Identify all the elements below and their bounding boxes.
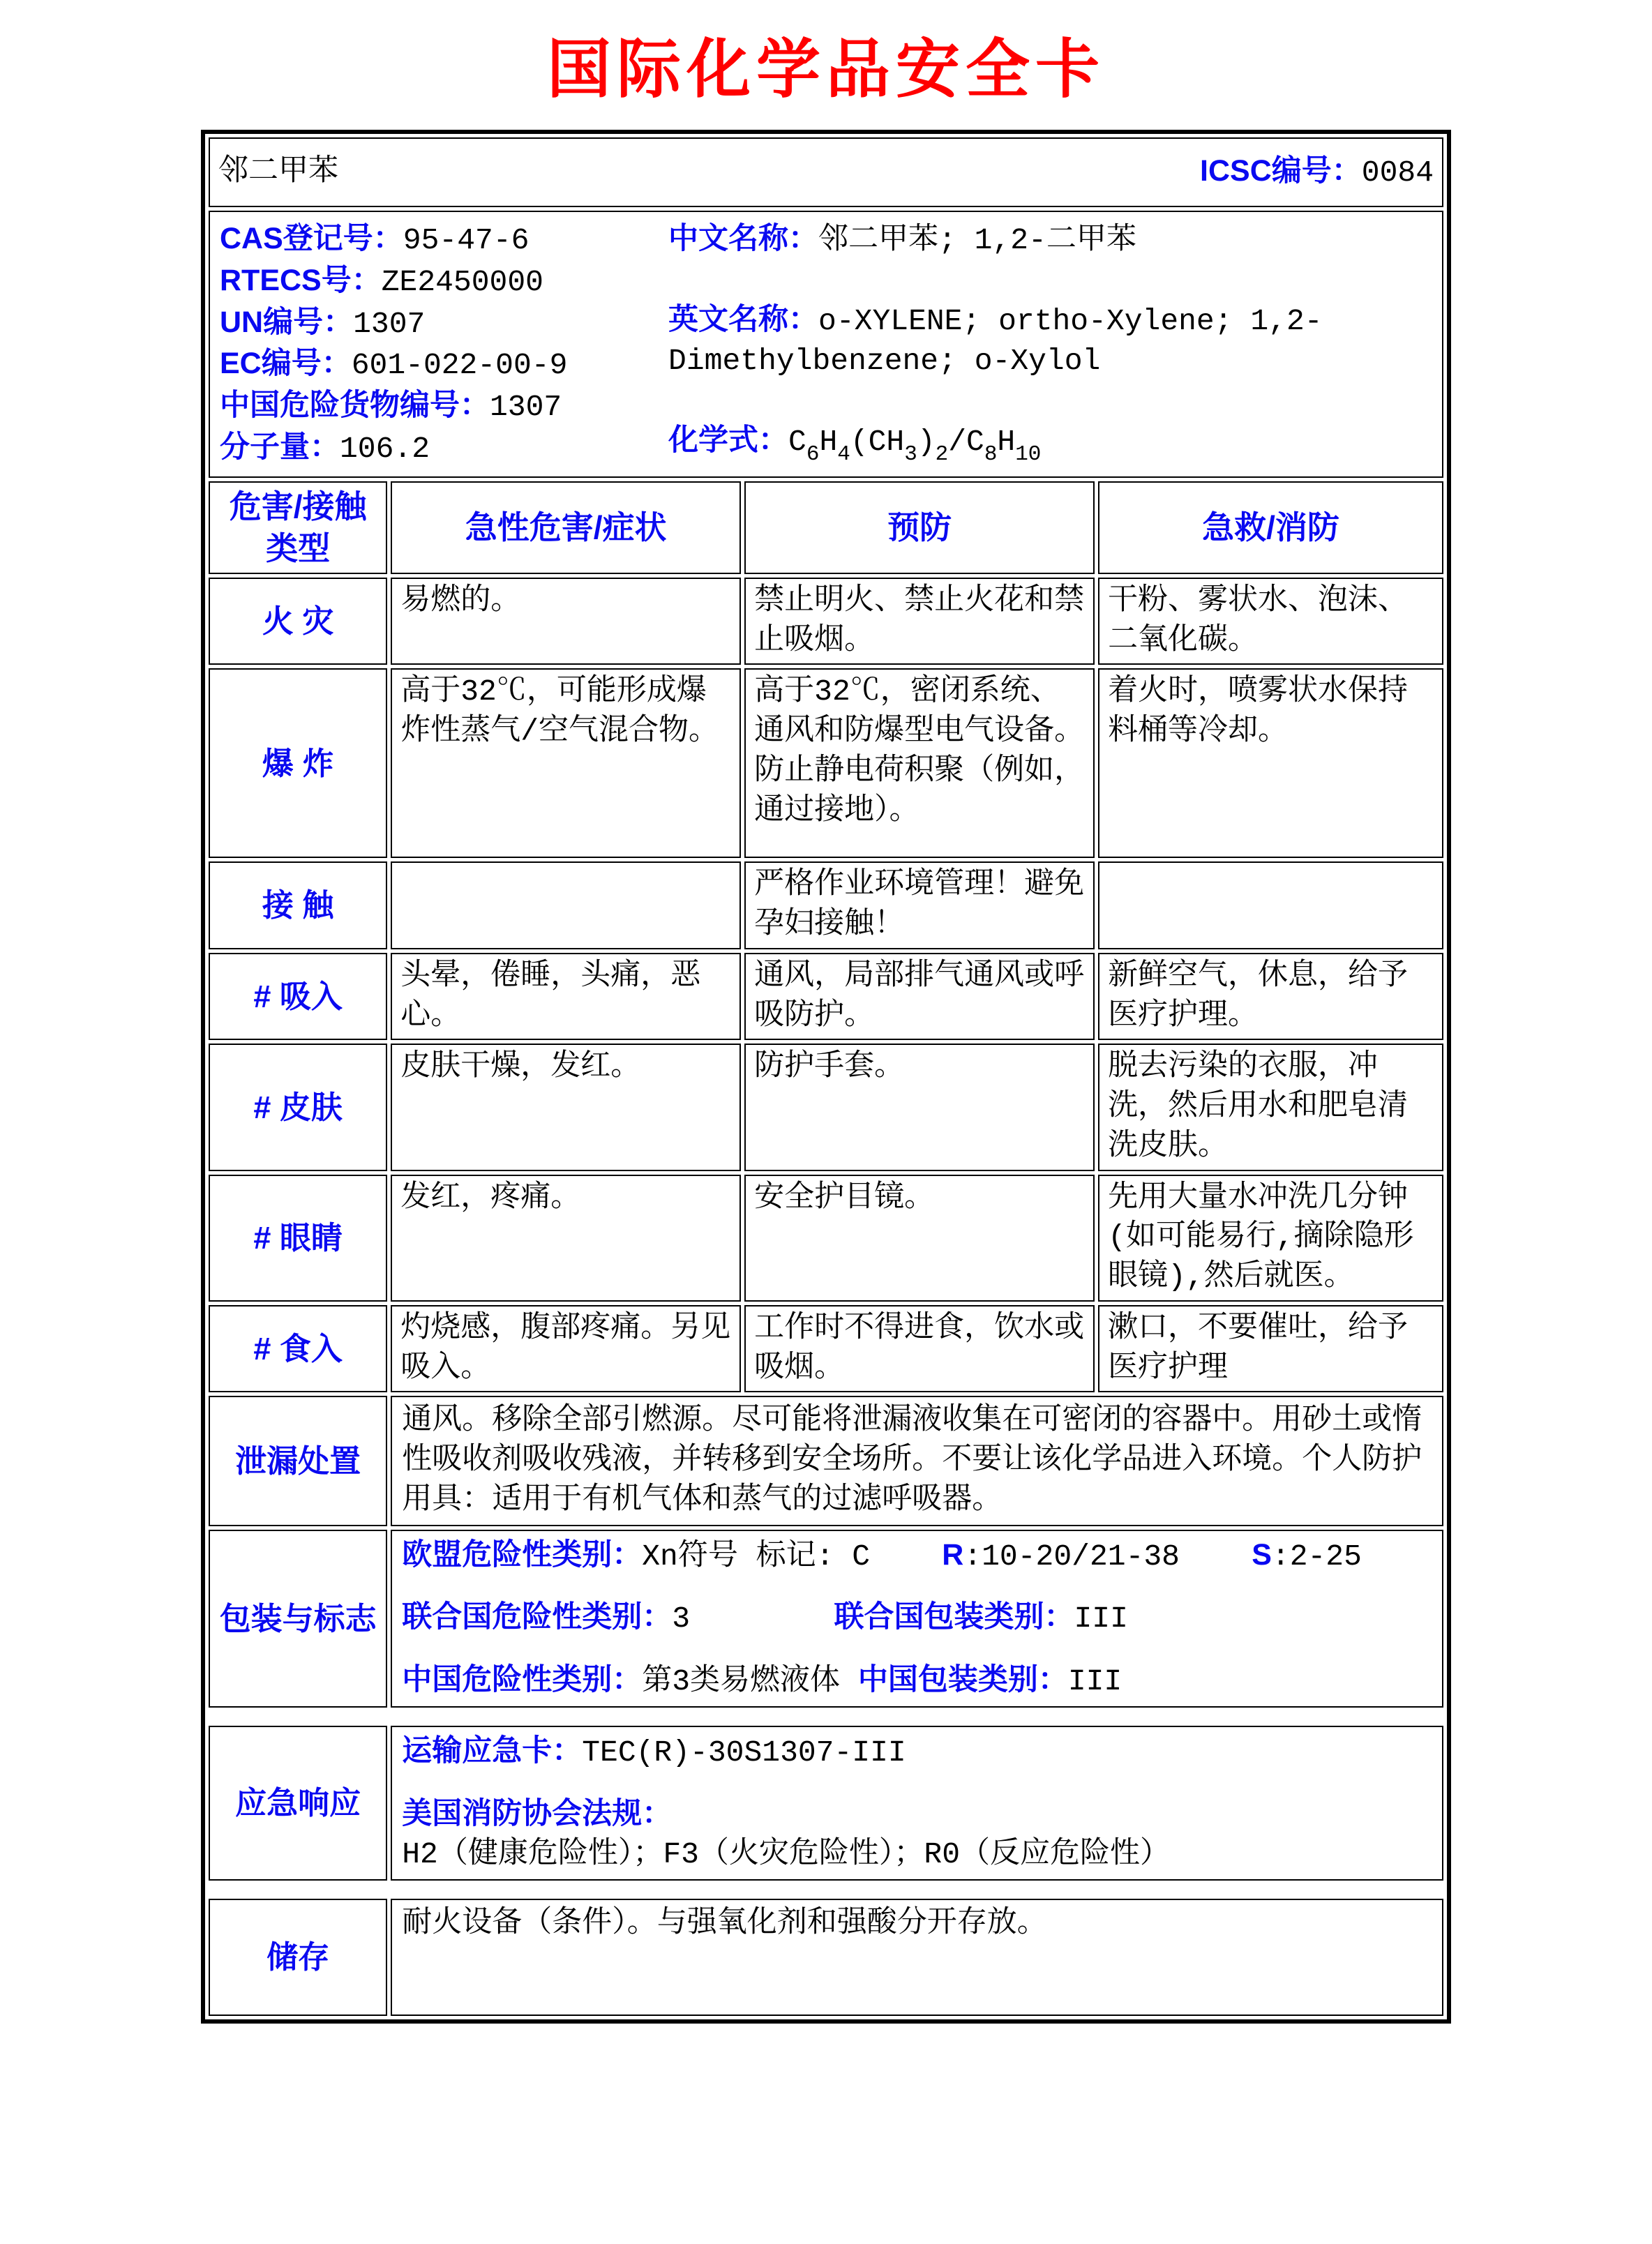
first-aid-cell: 漱口，不要催吐，给予医疗护理 [1098,1305,1443,1393]
hazard-row-eyes [209,1175,1443,1302]
section-gap [209,1711,1443,1722]
emergency-text [391,1726,1443,1881]
field-mol-weight: 分子量：106.2 [220,430,430,466]
hazard-row-contact [209,861,1443,949]
col-header-first-aid: 急救/消防 [1098,481,1443,574]
prevention-cell: 通风，局部排气通风或呼吸防护。 [744,953,1095,1041]
col-header-prevention: 预防 [744,481,1095,574]
transport-card-line: 运输应急卡：TEC(R)-30S1307-III [402,1733,906,1770]
symptoms-cell: 高于32℃，可能形成爆炸性蒸气/空气混合物。 [391,668,741,858]
symptoms-cell: 灼烧感，腹部疼痛。另见吸入。 [391,1305,741,1393]
section-emergency [209,1726,1443,1881]
hazard-type: 爆 炸 [209,668,387,858]
first-aid-cell: 新鲜空气，休息，给予医疗护理。 [1098,953,1443,1041]
spill-text: 通风。移除全部引燃源。尽可能将泄漏液收集在可密闭的容器中。用砂土或惰性吸收剂吸收残液，并转移到安全场所。不要让该化学品进入环境。个人防护用具：适用于有机气体和蒸气的过滤呼吸器。 [391,1396,1443,1526]
prevention-cell: 工作时不得进食，饮水或吸烟。 [744,1305,1095,1393]
first-aid-cell: 脱去污染的衣服，冲洗，然后用水和肥皂清洗皮肤。 [1098,1044,1443,1170]
hazard-row-fire [209,578,1443,665]
packaging-text [391,1530,1443,1708]
hazard-row-explosion [209,668,1443,858]
field-china-dg: 中国危险货物编号：1307 [220,389,562,424]
section-spill [209,1396,1443,1526]
symptoms-cell: 头晕，倦睡，头痛，恶心。 [391,953,741,1041]
symptoms-cell: 发红，疼痛。 [391,1175,741,1302]
symptoms-cell [391,861,741,949]
section-gap [209,1884,1443,1895]
symptoms-cell: 易燃的。 [391,578,741,665]
identifiers-cell [209,211,1443,478]
hazard-type: # 眼睛 [209,1175,387,1302]
prevention-cell: 严格作业环境管理！避免孕妇接触！ [744,861,1095,949]
card-header-cell [209,137,1443,207]
hazard-type: # 吸入 [209,953,387,1041]
hazard-type: # 食入 [209,1305,387,1393]
field-cn-name: 中文名称：邻二甲苯; 1,2-二甲苯 [668,222,1136,257]
prevention-cell: 高于32℃，密闭系统、通风和防爆型电气设备。防止静电荷积聚（例如，通过接地）。 [744,668,1095,858]
safety-card [201,130,1451,2024]
hazard-row-ingestion [209,1305,1443,1393]
card-header-row [209,137,1443,207]
field-cas: CAS登记号：95-47-6 [220,222,530,257]
page-title: 国际化学品安全卡 [546,34,1105,105]
prevention-cell: 禁止明火、禁止火花和禁止吸烟。 [744,578,1095,665]
field-un: UN编号：1307 [220,305,426,341]
hazard-type: 接 触 [209,861,387,949]
hazard-type: 火 灾 [209,578,387,665]
prevention-cell: 防护手套。 [744,1044,1095,1170]
nfpa-line: 美国消防协会法规：H2（健康危险性）；F3（火灾危险性）；R0（反应危险性） [402,1796,1171,1872]
first-aid-cell [1098,861,1443,949]
col-header-symptoms: 急性危害/症状 [391,481,741,574]
section-label: 储存 [209,1899,387,2016]
identifiers-left-column [220,219,668,469]
field-en-name: 英文名称：o-XYLENE; ortho-Xylene; 1,2-Dimethylbenzene; o-Xylol [668,302,1323,378]
prevention-cell: 安全护目镜。 [744,1175,1095,1302]
chemical-name: 邻二甲苯 [218,154,338,189]
hazard-header-row [209,481,1443,574]
identifiers-right-column [668,219,1432,469]
section-label: 泄漏处置 [209,1396,387,1526]
hazard-row-inhalation [209,953,1443,1041]
section-packaging [209,1530,1443,1708]
storage-text: 耐火设备（条件）。与强氧化剂和强酸分开存放。 [391,1899,1443,2016]
icsc-number: ICSC编号：0084 [1200,154,1434,190]
symptoms-cell: 皮肤干燥，发红。 [391,1044,741,1170]
section-label: 应急响应 [209,1726,387,1881]
col-header-hazard-type: 危害/接触 类型 [209,481,387,574]
china-hazard-class-line: 中国危险性类别：第3类易燃液体 中国包装类别：III [402,1663,1122,1699]
first-aid-cell: 干粉、雾状水、泡沫、二氧化碳。 [1098,578,1443,665]
first-aid-cell: 着火时，喷雾状水保持料桶等冷却。 [1098,668,1443,858]
hazard-type: # 皮肤 [209,1044,387,1170]
eu-hazard-class-line: 欧盟危险性类别：Xn符号 标记: C R:10-20/21-38 S:2-25 [402,1537,1362,1574]
field-rtecs: RTECS号：ZE2450000 [220,263,543,299]
field-ec: EC编号：601-022-00-9 [220,347,568,383]
hazard-row-skin [209,1044,1443,1170]
field-formula: 化学式：$C_6H_4(CH_3)_2/C_8H_{10}$ [668,423,1042,467]
first-aid-cell: 先用大量水冲洗几分钟(如可能易行,摘除隐形眼镜),然后就医。 [1098,1175,1443,1302]
identifiers-row [209,211,1443,478]
section-label: 包装与标志 [209,1530,387,1708]
section-storage [209,1899,1443,2016]
un-hazard-class-line: 联合国危险性类别：3 联合国包装类别：III [402,1600,1128,1636]
